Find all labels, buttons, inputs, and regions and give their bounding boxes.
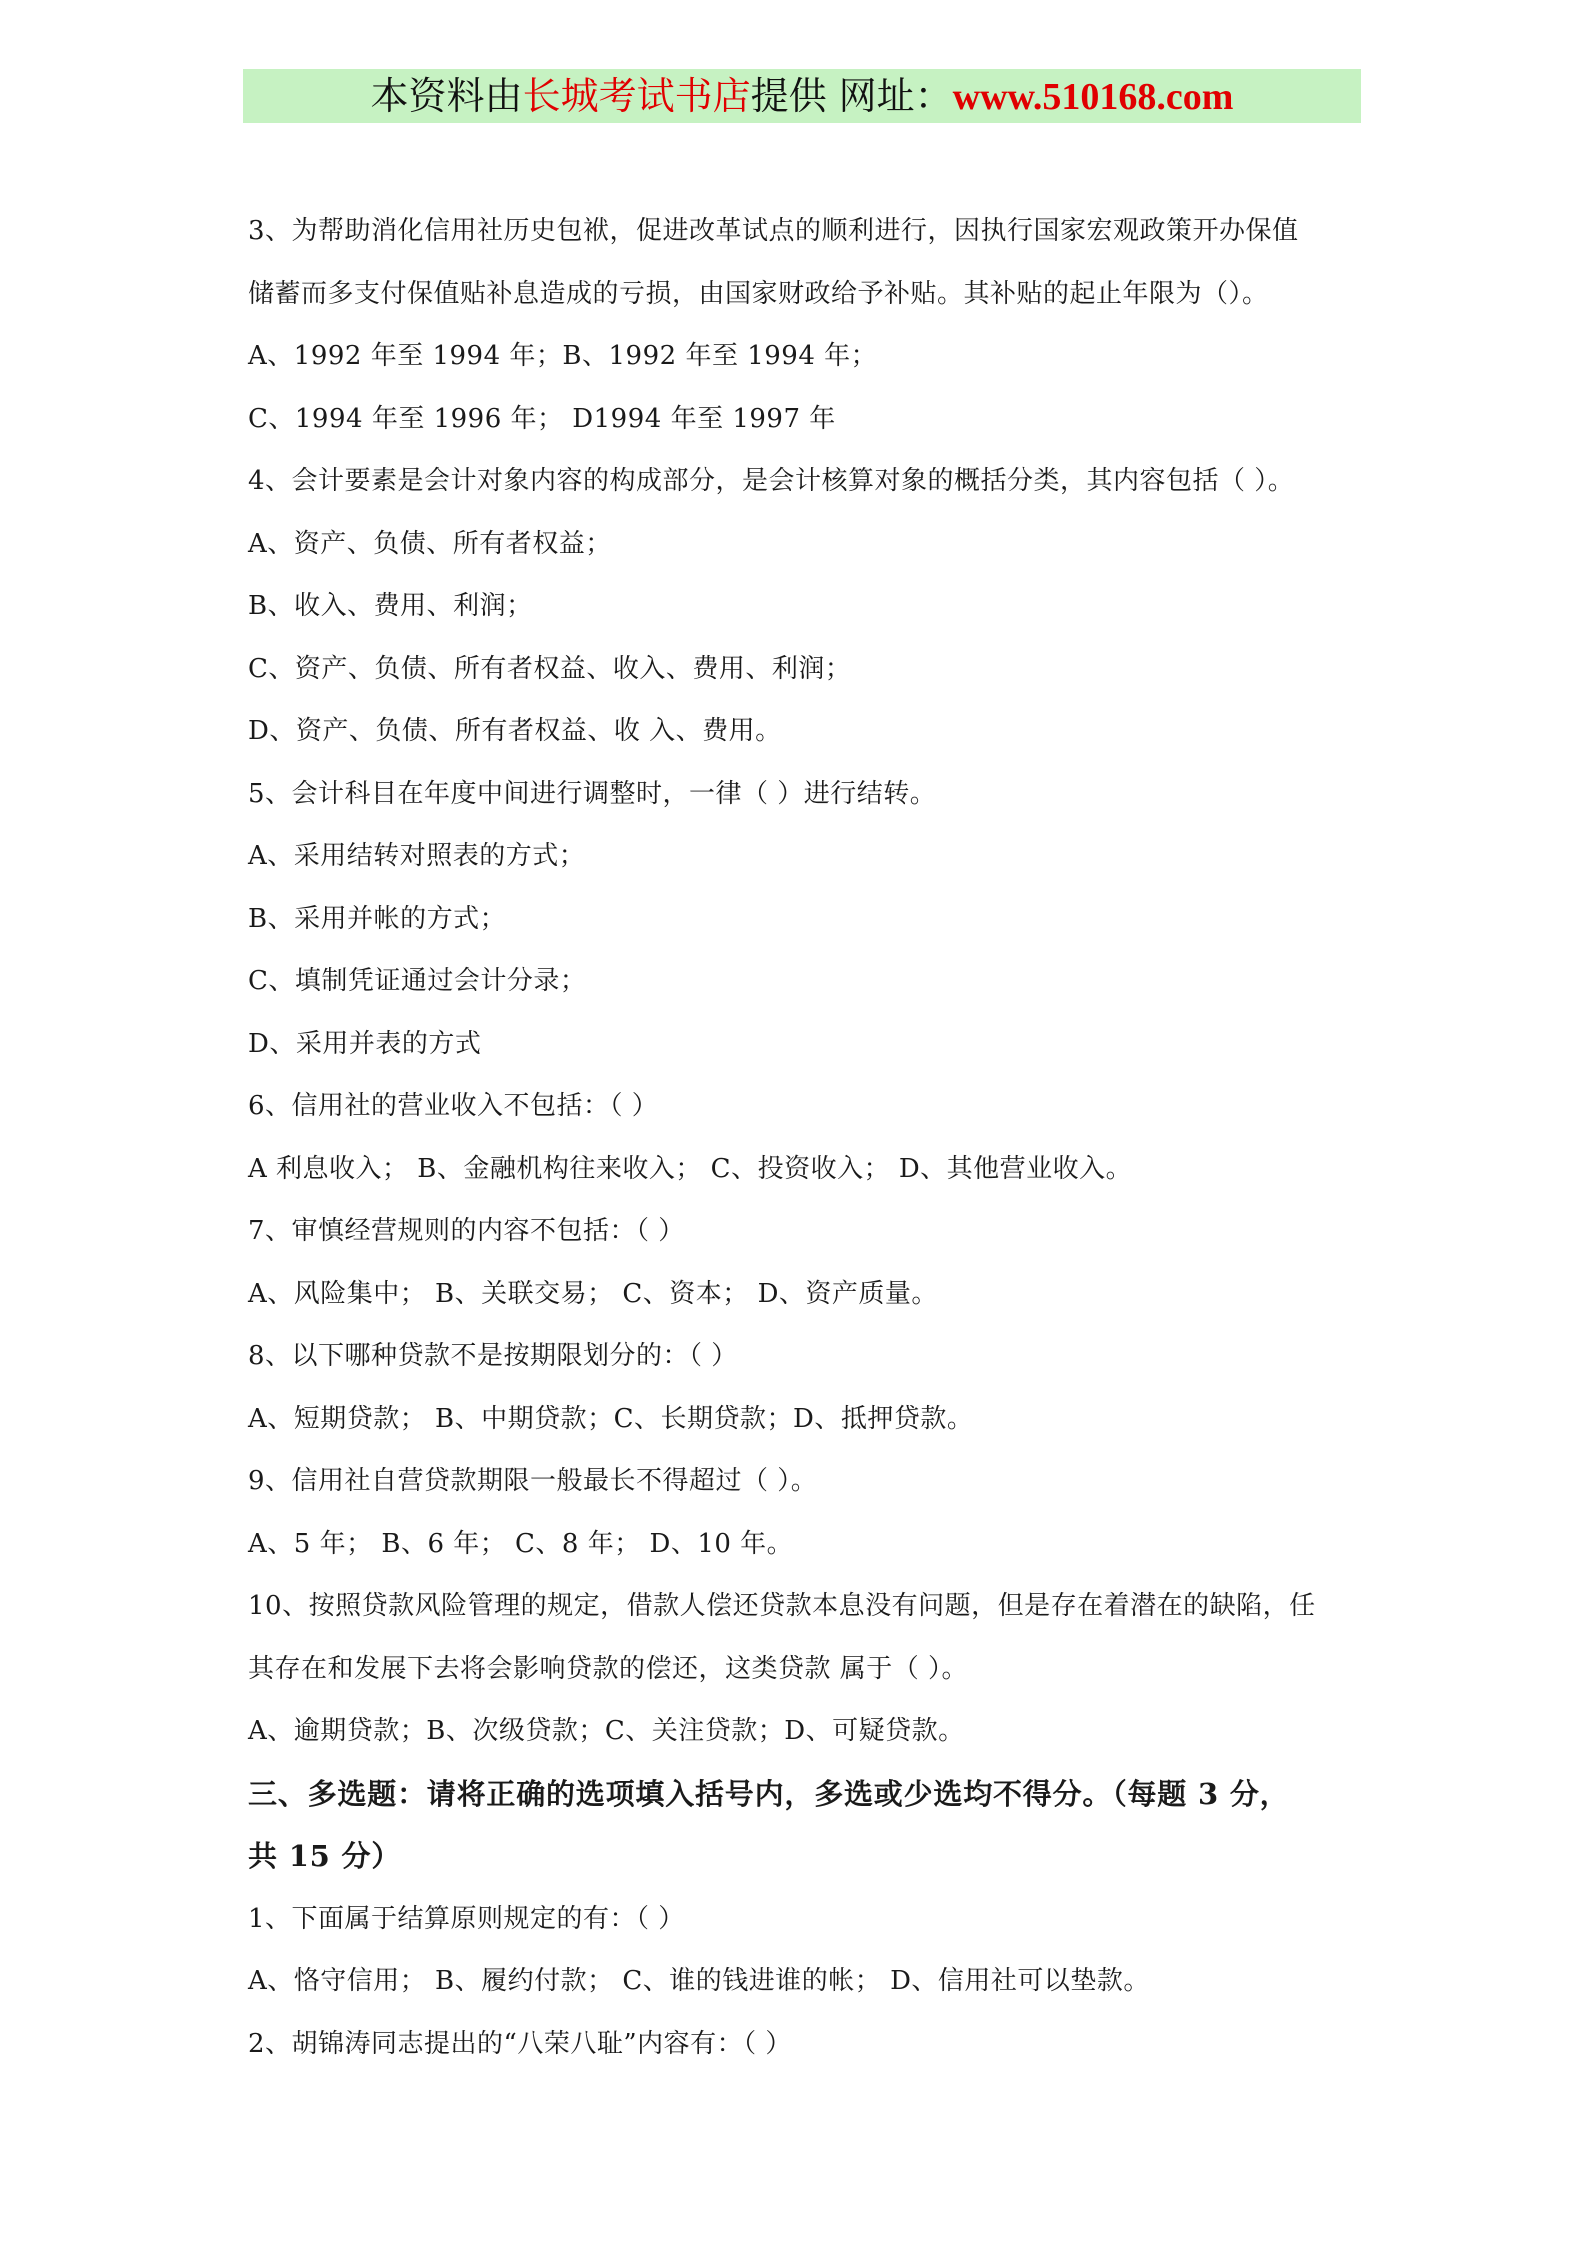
text-line: 其存在和发展下去将会影响贷款的偿还，这类贷款 属于（ ）。 (248, 1653, 969, 1684)
text-line: 4、会计要素是会计对象内容的构成部分，是会计核算对象的概括分类，其内容包括（ ）。 (248, 466, 1295, 496)
text-line: D、采用并表的方式 (248, 1028, 482, 1059)
text-line: A、1992 年至 1994 年；B、1992 年至 1994 年； (248, 341, 878, 371)
section-heading: 三、多选题：请将正确的选项填入括号内，多选或少选均不得分。（每题 3 分， (248, 1776, 1290, 1811)
text-line: 10、按照贷款风险管理的规定，借款人偿还贷款本息没有问题，但是存在着潜在的缺陷，任 (248, 1591, 1316, 1621)
text-line: 1、下面属于结算原则规定的有：（ ） (248, 1903, 685, 1934)
document-body (248, 200, 1360, 2075)
text-line: C、填制凭证通过会计分录； (248, 966, 587, 996)
text-line: B、收入、费用、利润； (248, 591, 533, 621)
text-line: A、采用结转对照表的方式； (248, 841, 586, 871)
text-line: 3、为帮助消化信用社历史包袱，促进改革试点的顺利进行，因执行国家宏观政策开办保值 (248, 216, 1299, 246)
text-line: 储蓄而多支付保值贴补息造成的亏损，由国家财政给予补贴。其补贴的起止年限为（）。 (248, 278, 1269, 309)
text-line: A 利息收入； B、金融机构往来收入； C、投资收入； D、其他营业收入。 (248, 1153, 1133, 1184)
section-heading-continued: 共 15 分） (248, 1839, 402, 1873)
text-line: 7、审慎经营规则的内容不包括：（ ） (248, 1216, 685, 1246)
header-banner (243, 69, 1361, 123)
text-line: A、资产、负债、所有者权益； (248, 528, 612, 559)
text-line: 2、胡锦涛同志提出的“八荣八耻”内容有：（ ） (248, 2028, 792, 2059)
text-line: A、短期贷款； B、中期贷款；C、长期贷款；D、抵押贷款。 (248, 1403, 974, 1434)
text-line: B、采用并帐的方式； (248, 903, 507, 934)
text-line: A、风险集中； B、关联交易； C、资本； D、资产质量。 (248, 1278, 938, 1309)
text-line: 6、信用社的营业收入不包括：（ ） (248, 1091, 659, 1121)
text-line: 8、以下哪种贷款不是按期限划分的：（ ） (248, 1341, 738, 1371)
text-line: A、恪守信用； B、履约付款； C、谁的钱进谁的帐； D、信用社可以垫款。 (248, 1966, 1150, 1996)
banner-text-prefix: 本资料由 (370, 74, 523, 118)
text-line: C、资产、负债、所有者权益、收入、费用、利润； (248, 653, 852, 684)
text-line: C、1994 年至 1996 年； D1994 年至 1997 年 (248, 403, 836, 434)
text-line: 5、会计科目在年度中间进行调整时，一律（ ）进行结转。 (248, 778, 937, 809)
banner-url: www.510168.com (952, 76, 1234, 118)
text-line: D、资产、负债、所有者权益、收 入、费用。 (248, 716, 782, 746)
text-line: A、5 年； B、6 年； C、8 年； D、10 年。 (248, 1528, 794, 1559)
text-line: 9、信用社自营贷款期限一般最长不得超过（ ）。 (248, 1466, 818, 1496)
banner-store-name: 长城考试书店 (522, 74, 751, 118)
banner-text-middle: 提供 网址： (750, 74, 953, 118)
text-line: A、逾期贷款；B、次级贷款；C、关注贷款；D、可疑贷款。 (248, 1716, 965, 1746)
